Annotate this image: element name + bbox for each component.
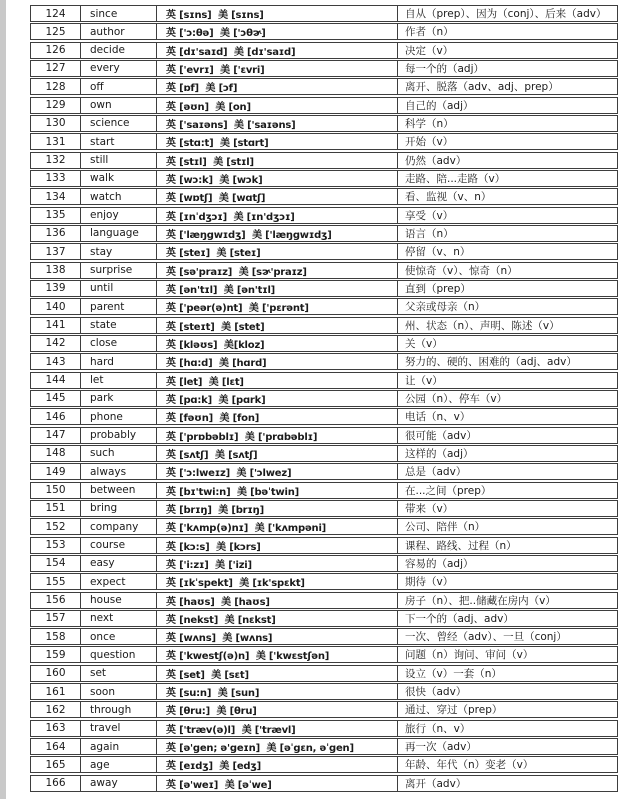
table-row <box>30 463 618 480</box>
row-number-cell: 159 <box>31 647 81 662</box>
word-cell: set <box>81 666 157 681</box>
meaning-cell: 旅行（n、v） <box>405 722 471 735</box>
phonetic-cell: 英 [sə'praɪz] 美 [sɚ'praɪz] <box>157 263 398 278</box>
word-cell: let <box>81 373 157 388</box>
table-row <box>30 592 618 609</box>
meaning-cell: 语言（n） <box>405 227 454 240</box>
table-row <box>30 225 618 242</box>
table-row <box>30 482 618 499</box>
word-cell: hard <box>81 354 157 369</box>
meaning-cell: 通过、穿过（prep） <box>405 704 503 717</box>
word-cell: every <box>81 61 157 76</box>
table-row <box>30 775 618 792</box>
meaning-cell: 公司、陪伴（n） <box>405 521 486 534</box>
meaning-cell: 走路、陪...走路（v） <box>405 172 506 185</box>
phonetic-cell: 英 [əʊn] 美 [on] <box>157 98 398 113</box>
phonetic-cell: 英 [brɪŋ] 美 [brɪŋ] <box>157 501 398 516</box>
phonetic-cell: 英 ['træv(ə)l] 美 ['trævl] <box>157 721 398 736</box>
phonetic-cell: 英 [wʌns] 美 [wʌns] <box>157 629 398 644</box>
phonetic-cell: 英 ['kʌmp(ə)nɪ] 美 ['kʌmpəni] <box>157 519 398 534</box>
meaning-cell: 这样的（adj） <box>405 447 474 460</box>
phonetic-cell: 英 [dɪ'saɪd] 美 [dɪ'saɪd] <box>157 43 398 58</box>
meaning-cell: 总是（adv） <box>405 466 467 479</box>
table-row <box>30 42 618 59</box>
word-cell: enjoy <box>81 208 157 223</box>
meaning-cell: 开始（v） <box>405 136 454 149</box>
meaning-cell: 州、状态（n）、声明、陈述（v） <box>405 319 560 332</box>
row-number-cell: 130 <box>31 116 81 131</box>
row-number-cell: 126 <box>31 43 81 58</box>
word-cell: once <box>81 629 157 644</box>
table-row <box>30 720 618 737</box>
word-cell: such <box>81 446 157 461</box>
phonetic-cell: 英 [fəʊn] 美 [fon] <box>157 409 398 424</box>
meaning-cell: 课程、路线、过程（n） <box>405 539 517 552</box>
word-cell: surprise <box>81 263 157 278</box>
table-row <box>30 408 618 425</box>
table-row <box>30 665 618 682</box>
table-row <box>30 738 618 755</box>
row-number-cell: 135 <box>31 208 81 223</box>
meaning-cell: 设立（v）一套（n） <box>405 667 502 680</box>
table-row <box>30 445 618 462</box>
word-cell: start <box>81 134 157 149</box>
word-cell: travel <box>81 721 157 736</box>
meaning-cell: 下一个的（adj、adv） <box>405 612 514 625</box>
table-row <box>30 298 618 315</box>
meaning-cell: 作者（n） <box>405 26 454 39</box>
phonetic-cell: 英 ['saɪəns] 美 ['saɪəns] <box>157 116 398 131</box>
phonetic-cell: 英 [ə'weɪ] 美 [əˈwe] <box>157 776 398 791</box>
phonetic-cell: 英 [ən'tɪl] 美 [ən'tɪl] <box>157 281 398 296</box>
meaning-cell: 科学（n） <box>405 117 454 130</box>
row-number-cell: 148 <box>31 446 81 461</box>
meaning-cell: 期待（v） <box>405 576 454 589</box>
meaning-cell: 看、监视（v、n） <box>405 191 492 204</box>
row-number-cell: 163 <box>31 721 81 736</box>
word-cell: easy <box>81 556 157 571</box>
meaning-cell: 自己的（adj） <box>405 99 474 112</box>
table-row <box>30 97 618 114</box>
row-number-cell: 153 <box>31 538 81 553</box>
meaning-cell: 直到（prep） <box>405 282 471 295</box>
phonetic-cell: 英 [su:n] 美 [sun] <box>157 684 398 699</box>
phonetic-cell: 英 [stɑ:t] 美 [stɑrt] <box>157 134 398 149</box>
word-cell: question <box>81 647 157 662</box>
phonetic-cell: 英 ['ɔ:lweɪz] 美 ['ɔlwez] <box>157 464 398 479</box>
row-number-cell: 152 <box>31 519 81 534</box>
meaning-cell: 让（v） <box>405 374 443 387</box>
phonetic-cell: 英 [ɪkˈspekt] 美 [ɪk'spɛkt] <box>157 574 398 589</box>
meaning-cell: 容易的（adj） <box>405 557 474 570</box>
table-row <box>30 701 618 718</box>
word-cell: always <box>81 464 157 479</box>
row-number-cell: 154 <box>31 556 81 571</box>
phonetic-cell: 英 [steɪt] 美 [stet] <box>157 318 398 333</box>
phonetic-cell: 英 ['prɒbəblɪ] 美 ['prɑbəblɪ] <box>157 428 398 443</box>
row-number-cell: 133 <box>31 171 81 186</box>
word-cell: watch <box>81 189 157 204</box>
table-row <box>30 78 618 95</box>
phonetic-cell: 英 [nekst] 美 [nɛkst] <box>157 611 398 626</box>
phonetic-cell: 英 [set] 美 [sɛt] <box>157 666 398 681</box>
row-number-cell: 155 <box>31 574 81 589</box>
table-row <box>30 188 618 205</box>
phonetic-cell: 英 [sɪns] 美 [sɪns] <box>157 6 398 21</box>
word-cell: walk <box>81 171 157 186</box>
word-cell: probably <box>81 428 157 443</box>
meaning-cell: 使惊奇（v）、惊奇（n） <box>405 264 518 277</box>
phonetic-cell: 英 ['læŋgwɪdʒ] 美 ['læŋgwɪdʒ] <box>157 226 398 241</box>
row-number-cell: 158 <box>31 629 81 644</box>
phonetic-cell: 英 [bɪ'twi:n] 美 [bəˈtwin] <box>157 483 398 498</box>
word-cell: course <box>81 538 157 553</box>
row-number-cell: 128 <box>31 79 81 94</box>
phonetic-cell: 英 [haʊs] 美 [haʊs] <box>157 593 398 608</box>
table-row <box>30 280 618 297</box>
phonetic-cell: 英 [θru:] 美 [θru] <box>157 702 398 717</box>
row-number-cell: 150 <box>31 483 81 498</box>
row-number-cell: 149 <box>31 464 81 479</box>
row-number-cell: 160 <box>31 666 81 681</box>
table-row <box>30 133 618 150</box>
phonetic-cell: 英 ['i:zɪ] 美 ['izi] <box>157 556 398 571</box>
word-cell: expect <box>81 574 157 589</box>
phonetic-cell: 英 [ɒf] 美 [ɔf] <box>157 79 398 94</box>
meaning-cell: 离开（adv） <box>405 777 467 790</box>
table-row <box>30 683 618 700</box>
row-number-cell: 166 <box>31 776 81 791</box>
phonetic-cell: 英 [pɑ:k] 美 [pɑrk] <box>157 391 398 406</box>
table-row <box>30 390 618 407</box>
word-cell: away <box>81 776 157 791</box>
phonetic-cell: 英 [ə'gen; ə'geɪn] 美 [əˈgɛn, əˈgen] <box>157 739 398 754</box>
row-number-cell: 142 <box>31 336 81 351</box>
phonetic-cell: 英 [wɔ:k] 美 [wɔk] <box>157 171 398 186</box>
word-cell: own <box>81 98 157 113</box>
table-row <box>30 335 618 352</box>
table-row <box>30 756 618 773</box>
meaning-cell: 很快（adv） <box>405 686 467 699</box>
table-row <box>30 152 618 169</box>
phonetic-cell: 英 [kɔ:s] 美 [kɔrs] <box>157 538 398 553</box>
phonetic-cell: 英 ['kwestʃ(ə)n] 美 ['kwɛstʃən] <box>157 647 398 662</box>
word-cell: age <box>81 757 157 772</box>
row-number-cell: 139 <box>31 281 81 296</box>
row-number-cell: 147 <box>31 428 81 443</box>
table-row <box>30 372 618 389</box>
table-row <box>30 170 618 187</box>
row-number-cell: 146 <box>31 409 81 424</box>
word-cell: through <box>81 702 157 717</box>
word-cell: bring <box>81 501 157 516</box>
row-number-cell: 164 <box>31 739 81 754</box>
table-row <box>30 243 618 260</box>
word-cell: again <box>81 739 157 754</box>
row-number-cell: 145 <box>31 391 81 406</box>
row-number-cell: 162 <box>31 702 81 717</box>
table-row <box>30 317 618 334</box>
word-cell: until <box>81 281 157 296</box>
row-number-cell: 143 <box>31 354 81 369</box>
phonetic-cell: 英 ['evrɪ] 美 ['ɛvri] <box>157 61 398 76</box>
row-number-cell: 127 <box>31 61 81 76</box>
row-number-cell: 132 <box>31 153 81 168</box>
row-number-cell: 140 <box>31 299 81 314</box>
meaning-cell: 享受（v） <box>405 209 454 222</box>
table-row <box>30 646 618 663</box>
meaning-cell: 在...之间（prep） <box>405 484 492 497</box>
row-number-cell: 137 <box>31 244 81 259</box>
row-number-cell: 134 <box>31 189 81 204</box>
row-number-cell: 131 <box>31 134 81 149</box>
meaning-cell: 问题（n）询问、审问（v） <box>405 649 534 662</box>
table-row <box>30 262 618 279</box>
meaning-cell: 父亲或母亲（n） <box>405 301 486 314</box>
vocab-table <box>30 5 618 793</box>
row-number-cell: 161 <box>31 684 81 699</box>
table-row <box>30 500 618 517</box>
word-cell: soon <box>81 684 157 699</box>
word-cell: language <box>81 226 157 241</box>
meaning-cell: 再一次（adv） <box>405 741 477 754</box>
meaning-cell: 停留（v、n） <box>405 246 471 259</box>
word-cell: still <box>81 153 157 168</box>
row-number-cell: 141 <box>31 318 81 333</box>
word-cell: author <box>81 24 157 39</box>
meaning-cell: 每一个的（adj） <box>405 62 485 75</box>
word-cell: park <box>81 391 157 406</box>
row-number-cell: 157 <box>31 611 81 626</box>
word-cell: stay <box>81 244 157 259</box>
meaning-cell: 仍然（adv） <box>405 154 467 167</box>
meaning-cell: 一次、曾经（adv）、一旦（conj） <box>405 631 567 644</box>
word-cell: science <box>81 116 157 131</box>
phonetic-cell: 英 [wɒtʃ] 美 [wɑtʃ] <box>157 189 398 204</box>
phonetic-cell: 英 ['peər(ə)nt] 美 ['pɛrənt] <box>157 299 398 314</box>
row-number-cell: 165 <box>31 757 81 772</box>
row-number-cell: 136 <box>31 226 81 241</box>
meaning-cell: 离开、脱落（adv、adj、prep） <box>405 81 559 94</box>
word-cell: next <box>81 611 157 626</box>
meaning-cell: 公园（n）、停车（v） <box>405 392 508 405</box>
phonetic-cell: 英 [hɑ:d] 美 [hɑrd] <box>157 354 398 369</box>
table-row <box>30 555 618 572</box>
table-row <box>30 5 618 22</box>
meaning-cell: 年龄、年代（n）变老（v） <box>405 759 534 772</box>
phonetic-cell: 英 [eɪdʒ] 美 [edʒ] <box>157 757 398 772</box>
table-row <box>30 518 618 535</box>
meaning-cell: 努力的、硬的、困难的（adj、adv） <box>405 356 577 369</box>
table-row <box>30 60 618 77</box>
phonetic-cell: 英 ['ɔ:θə] 美 ['ɔθɚ] <box>157 24 398 39</box>
table-row <box>30 115 618 132</box>
meaning-cell: 带来（v） <box>405 502 454 515</box>
row-number-cell: 151 <box>31 501 81 516</box>
phonetic-cell: 英 [let] 美 [lɛt] <box>157 373 398 388</box>
table-row <box>30 537 618 554</box>
table-row <box>30 353 618 370</box>
word-cell: close <box>81 336 157 351</box>
table-row <box>30 610 618 627</box>
row-number-cell: 124 <box>31 6 81 21</box>
meaning-cell: 自从（prep）、因为（conj）、后来（adv） <box>405 8 607 20</box>
meaning-cell: 房子（n）、把..储藏在房内（v） <box>405 594 556 607</box>
word-cell: phone <box>81 409 157 424</box>
table-row <box>30 23 618 40</box>
phonetic-cell: 英 [sʌtʃ] 美 [sʌtʃ] <box>157 446 398 461</box>
word-cell: house <box>81 593 157 608</box>
word-cell: parent <box>81 299 157 314</box>
row-number-cell: 129 <box>31 98 81 113</box>
row-number-cell: 125 <box>31 24 81 39</box>
phonetic-cell: 英 [kləʊs] 美[kloz] <box>157 336 398 351</box>
row-number-cell: 156 <box>31 593 81 608</box>
phonetic-cell: 英 [steɪ] 美 [steɪ] <box>157 244 398 259</box>
table-row <box>30 427 618 444</box>
meaning-cell: 关（v） <box>405 337 443 350</box>
row-number-cell: 138 <box>31 263 81 278</box>
word-cell: state <box>81 318 157 333</box>
word-cell: between <box>81 483 157 498</box>
word-cell: company <box>81 519 157 534</box>
meaning-cell: 决定（v） <box>405 44 454 57</box>
meaning-cell: 电话（n、v） <box>405 411 471 424</box>
word-cell: since <box>81 6 157 21</box>
page-left-margin-strip <box>0 0 6 799</box>
word-cell: off <box>81 79 157 94</box>
phonetic-cell: 英 [ɪnˈdʒɔɪ] 美 [ɪn'dʒɔɪ] <box>157 208 398 223</box>
phonetic-cell: 英 [stɪl] 美 [stɪl] <box>157 153 398 168</box>
table-row <box>30 207 618 224</box>
table-row <box>30 628 618 645</box>
row-number-cell: 144 <box>31 373 81 388</box>
meaning-cell: 很可能（adv） <box>405 429 477 442</box>
word-cell: decide <box>81 43 157 58</box>
table-row <box>30 573 618 590</box>
